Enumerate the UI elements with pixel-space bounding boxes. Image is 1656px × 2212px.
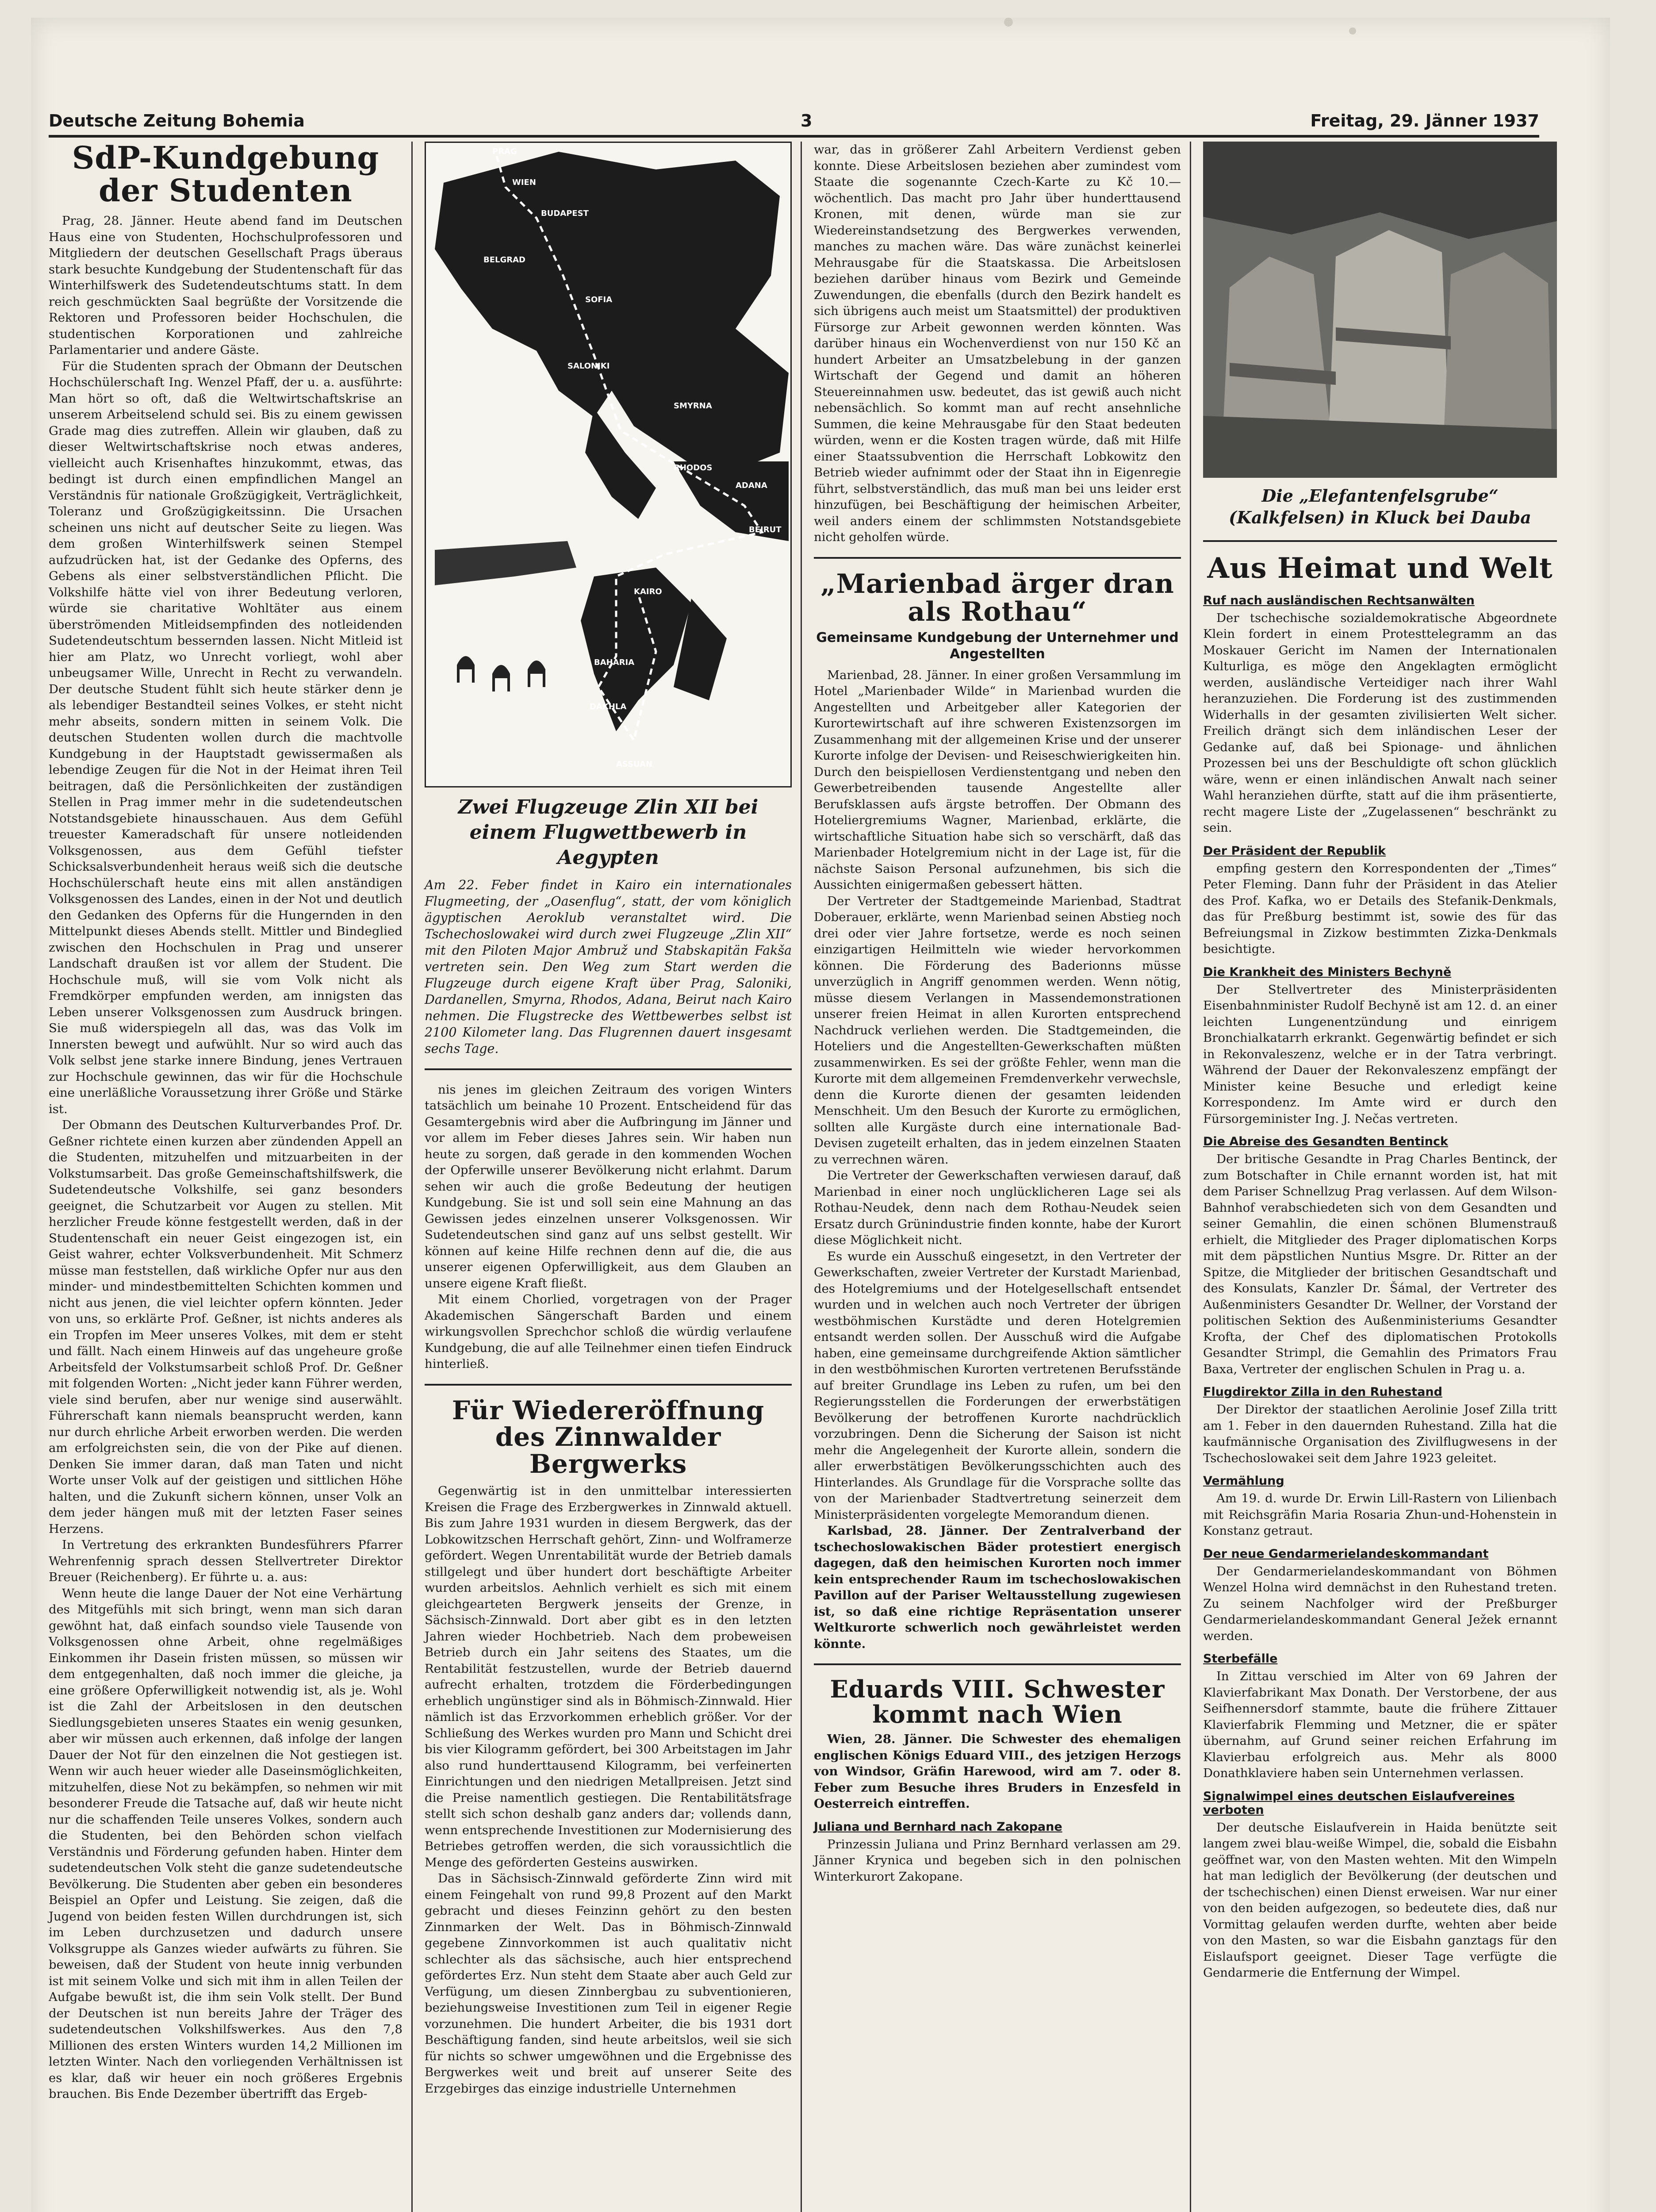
item-title: Die Krankheit des Ministers Bechyně xyxy=(1203,965,1452,979)
photo-elefantenfelsgrube xyxy=(1203,142,1557,478)
map-caption-title: Zwei Flugzeuge Zlin XII bei einem Flugwettbewerb in Aegypten xyxy=(458,796,759,869)
map-label: ADANA xyxy=(736,481,767,490)
map-label: DAKHLA xyxy=(590,702,627,711)
headline-marienbad: „Marienbad ärger dran als Rothau“ xyxy=(820,568,1174,627)
map-illustration xyxy=(426,143,790,786)
article-paragraph: war, das in größerer Zahl Arbeitern Verdienst geben konnte. Diese Arbeitslosen beziehen aber zumindest vom Staate die sogenannte Czech-Karte zu Kč 10.— wöchentlich. Das macht pro Jahr über hunderttausend Kronen, mit denen, würde man sie zur Wiedereinstandsetzung des Bergwerkes verwenden, manches zu machen wäre. Das wäre zunächst keinerlei Mehrausgabe für die Staatskassa. Die Arbeitslosen beziehen darüber hinaus vom Bezirk und Gemeinde Zuwendungen, die ebenfalls (durch den Bezirk handelt es sich übrigens auch meist um Staatsmittel) der produktiven Fürsorge zur Arbeit gewonnen werden könnten. Was darüber hinaus ein Wochenverdienst von nur 150 Kč an hundert Arbeiter an Umsatzbelebung in der ganzen Wirtschaft der Gegend und damit an höheren Steuereinnahmen usw. bedeutet, das ist gewiß auch nicht nebensächlich. So kommt man auf recht ansehnliche Summen, die keine Mehrausgabe für den Staat bedeuten würden, wenn er die Kosten tragen würde, daß mit Hilfe einer Staatssubvention die Herrschaft Lobkowitz den Betrieb wieder aufnimmt oder der Staat ihn in Eigenregie führt, selbstverständlich, das muß man bei uns leider erst hinzufügen, bei Beschäftigung der heimischen Arbeiter, weil anders einem der schlimmsten Notstandsgebiete nicht geholfen würde. xyxy=(814,142,1181,544)
article-paragraph: Prinzessin Juliana und Prinz Bernhard verlassen am 29. Jänner Krynica und begeben sich in den polnischen Winterkurort Zakopane. xyxy=(814,1837,1181,1884)
punch-hole xyxy=(1004,18,1013,27)
item-title: Vermählung xyxy=(1203,1474,1284,1488)
article-paragraph: Marienbad, 28. Jänner. In einer großen Versammlung im Hotel „Marienbader Wilde“ in Marienbad wurden die Angestellten und Arbeitgeber aller Kategorien der Kurortewirtschaft auf ihre schweren Existenzsorgen im Zusammenhang mit der allgemeinen Krise und der unserer Kurorte infolge der Devisen- und Reiseschwierigkeiten hin. Durch den beispiellosen Verdienstentgang und neben den Gewerbetreibenden tausende Angestellte aller Berufsklassen aufs ärgste betroffen. Der Obmann des Hoteliergremiums Wagner, Marienbad, erklärte, die wirtschaftliche Situation habe sich so verschärft, daß das Marienbader Hotelgremium nicht in der Lage ist, für die nächste Saison Personal aufzunehmen, bis sich die Aussichten einigermaßen gebessert hätten. xyxy=(814,668,1181,892)
column-rule xyxy=(1190,142,1191,2212)
item-title: Der Präsident der Republik xyxy=(1203,844,1386,858)
divider xyxy=(425,1384,792,1386)
masthead xyxy=(49,108,1539,138)
divider xyxy=(1203,540,1557,542)
article-paragraph: nis jenes im gleichen Zeitraum des vorigen Winters tatsächlich um beinahe 10 Prozent. Entscheidend für das Gesamtergebnis wird aber die Aufbringung im Jänner und vor allem im Feber dieses Jahres sein. Wir haben nun heute zu sorgen, daß gerade in den kommenden Wochen der Opferwille unserer Bevölkerung nicht erlahmt. Darum sehen wir auch die große Bedeutung der heutigen Kundgebung. Sie ist und soll sein eine Mahnung an das Gewissen jedes einzelnen unserer Volksgenossen. Wir Sudetendeutschen sind ganz auf uns selbst gestellt. Wir können auf keine Hilfe rechnen denn auf die, die aus unserer eigenen Opferwilligkeit, aus dem Glauben an unsere eigene Kraft fließt. xyxy=(425,1082,792,1290)
item-title: Der neue Gendarmerielandeskommandant xyxy=(1203,1547,1489,1561)
item-title: Sterbefälle xyxy=(1203,1652,1278,1666)
item-title: Die Abreise des Gesandten Bentinck xyxy=(1203,1135,1448,1149)
column-3 xyxy=(814,142,1181,1885)
article-paragraph: Die Vertreter der Gewerkschaften verwiesen darauf, daß Marienbad in einer noch unglücklicheren Lage sei als Rothau-Neudek, denn nach dem Rothau-Neudek seien Ersatz durch Grünindustrie finden konnte, habe der Kurort diese Möglichkeit nicht. xyxy=(814,1168,1181,1247)
map-label: BUDAPEST xyxy=(541,209,589,218)
article-paragraph: In Vertretung des erkrankten Bundesführers Pfarrer Wehrenfennig sprach dessen Stellvertreter Direktor Breuer (Reichenberg). Er führte u. a. aus: xyxy=(49,1538,402,1584)
issue-date: Freitag, 29. Jänner 1937 xyxy=(1310,111,1539,131)
article-paragraph: Gegenwärtig ist in den unmittelbar interessierten Kreisen die Frage des Erzbergwerkes in Zinnwald aktuell. Bis zum Jahre 1931 wurden in diesem Bergwerk, das der Lobkowitzschen Herrschaft gehört, Zinn- und Wolframerze gefördert. Wegen Unrentabilität wurde der Betrieb damals stillgelegt und über hundert dort beschäftigte Arbeiter wurden arbeitslos. Aehnlich verhielt es sich mit einem gleichgearteten Bergwerk jenseits der Grenze, in Sächsisch-Zinnwald. Dort aber gibt es in den letzten Jahren wieder Hochbetrieb. Nach dem probeweisen Betrieb durch ein Jahr seitens des Staates, um die Rentabilität festzustellen, wurde der Betrieb dauernd aufrecht erhalten, trotzdem die Förderbedingungen erheblich ungünstiger sind als in Böhmisch-Zinnwald. Hier nämlich ist das Erzvorkommen erheblich größer. Vor der Schließung des Werkes wurden pro Mann und Schicht drei bis vier Kilogramm gefördert, bei 300 Arbeitstagen im Jahr also rund hunderttausend Kilogramm, bei verfeinerten Einrichtungen und den niedrigen Metallpreisen. Jetzt sind die Preise namentlich gestiegen. Die Rentabilitätsfrage stellt sich schon deshalb ganz anders dar; vollends dann, wenn entsprechende Investitionen zur Modernisierung des Betriebes getroffen werden, die sich voraussichtlich die Menge des geförderten Gesteins auswirken. xyxy=(425,1484,792,1870)
item-text: In Zittau verschied im Alter von 69 Jahren der Klavierfabrikant Max Donath. Der Verstorbene, der aus Seifhennersdorf stammte, baute die frühere Zittauer Klavierfabrik Flemming und Metzner, die er später übernahm, auf Grund seiner reichen Erfahrung im Klavierbau erfolgreich aus. Mehr als 8000 Donathklaviere haben sein Unternehmen verlassen. xyxy=(1203,1669,1557,1781)
punch-hole xyxy=(1349,27,1356,35)
column-1 xyxy=(49,139,402,2102)
map-label: ASSUAN xyxy=(616,760,653,769)
photo-caption: Die „Elefantenfelsgrube“ (Kalkfelsen) in Kluck bei Dauba xyxy=(1229,486,1531,528)
item-title: Signalwimpel eines deutschen Eislaufvereines verboten xyxy=(1203,1789,1515,1817)
map-label: SALONIKI xyxy=(567,361,610,371)
subhead-marienbad: Gemeinsame Kundgebung der Unternehmer und Angestellten xyxy=(816,630,1179,662)
headline-zinnwald: Für Wiedereröffnung des Zinnwalder Bergwerks xyxy=(452,1395,765,1479)
article-paragraph: Es wurde ein Ausschuß eingesetzt, in den Vertreter der Gewerkschaften, zweier Vertreter der Kurstadt Marienbad, des Hotelgremiums und der Hotelgesellschaft entsendet wurden und in welchen auch noch Vertreter der übrigen westböhmischen Kurstädte und deren Hotelgremien entsandt werden sollen. Der Ausschuß wird die Aufgabe haben, eine gemeinsame durchgreifende Aktion sämtlicher in den westböhmischen Kurorten vertretenen Berufsstände auf breiter Grundlage ins Leben zu rufen, um bei den Regierungsstellen die Forderungen der erwerbstätigen Bevölkerung der betroffenen Kurorte nachdrücklich vorzubringen. Denn die Sicherung der Saison ist nicht mehr die Angelegenheit der Kurorte allein, sondern die aller erwerbstätigen Bevölkerungsschichten auch des Hinterlandes. Als Grundlage für die Vorsprache sollte das von der Marienbader Stadtvertretung seinerzeit dem Ministerpräsidenten vorgelegte Memorandum dienen. xyxy=(814,1249,1181,1522)
item-text: empfing gestern den Korrespondenten der „Times“ Peter Fleming. Dann fuhr der Präsident in das Atelier des Prof. Kafka, wo er Details des Stefanik-Denkmals, das für Preßburg bestimmt ist, sowie des für das Befreiungsmal in Zizkow bestimmten Zizka-Denkmals besichtigte. xyxy=(1203,861,1557,956)
subhead-juliana: Juliana und Bernhard nach Zakopane xyxy=(814,1820,1062,1834)
map-label: SOFIA xyxy=(585,295,613,304)
rock-photo xyxy=(1203,142,1557,478)
headline-sdp-kundgebung: SdP-Kundgebung der Studenten xyxy=(72,139,380,209)
column-rule xyxy=(411,142,413,2212)
map-label: PRAG xyxy=(492,147,517,156)
flight-route-map xyxy=(425,142,792,787)
item-text: Der deutsche Eislaufverein in Haida benützte seit langem zwei blau-weiße Wimpel, die, sobald die Eisbahn geöffnet war, von den Masten wehten. Mit den Wimpeln hat man lediglich der Bevölkerung (der deutschen und der tschechischen) einen Dienst erweisen. War nur einer von den beiden aufgezogen, so bedeutete dies, daß nur Vormittag gelaufen werden durfte, wehten aber beide von den Masten, so war die Eisbahn ganztags für den Eislaufsport geeignet. Dieser Tage verfügte die Gendarmerie die Entfernung der Wimpel. xyxy=(1203,1820,1557,1980)
divider xyxy=(814,1663,1181,1665)
divider xyxy=(425,1068,792,1070)
item-title: Ruf nach ausländischen Rechtsanwälten xyxy=(1203,593,1475,607)
article-paragraph-karlsbad: Karlsbad, 28. Jänner. Der Zentralverband der tschechoslowakischen Bäder protestiert energisch dagegen, daß den heimischen Kurorten noch immer kein entsprechender Raum im tschechoslowakischen Pavillon auf der Pariser Weltausstellung zugewiesen ist, so daß eine richtige Repräsentation unserer Weltkurorte schwerlich noch gewährleistet werden könnte. xyxy=(814,1524,1181,1651)
item-title: Flugdirektor Zilla in den Ruhestand xyxy=(1203,1385,1442,1399)
map-label: BELGRAD xyxy=(483,255,525,265)
article-paragraph: Der Vertreter der Stadtgemeinde Marienbad, Stadtrat Doberauer, erklärte, wenn Marienbad seinen Abstieg noch drei oder vier Jahre fortsetze, werde es noch seinen einzigartigen Heilmitteln wie wieder hervorkommen können. Die Förderung des Baderionns müsse unverzüglich in Angriff genommen werden. Wenn nötig, müsse diesem Verlangen in Massendemonstrationen unserer freien Heimat in allen Kurorten entsprechend Nachdruck verliehen werden. Die Stadtgemeinden, die Hoteliers und die Angestellten-Gewerkschaften müßten zusammenwirken. Es sei der größte Fehler, wenn man die Kurorte mit dem allgemeinen Fremdenverkehr verwechsle, denn die Kurorte dienen der gesamten leidenden Menschheit. Um den Besuch der Kurorte zu ermöglichen, sollten alle Kurgäste durch eine internationale Bad-Devisen zugeteilt erhalten, das in jedem einzelnen Staaten zu verrechnen wären. xyxy=(814,894,1181,1167)
map-label: SMYRNA xyxy=(674,401,712,411)
article-paragraph: Der Obmann des Deutschen Kulturverbandes Prof. Dr. Geßner richtete einen kurzen aber zündenden Appell an die Studenten, mitzuhelfen und mitzuarbeiten in der Volkstumsarbeit. Das große Gemeinschaftshilfswerk, die Sudetendeutsche Volkshilfe, sei ganz besonders geeignet, die Schutzarbeit vor Augen zu stellen. Mit herzlicher Freude könne festgestellt werden, daß in der Studentenschaft ein neuer Geist eingezogen ist, ein Geist wahrer, echter Volksverbundenheit. Mit Schmerz müsse man feststellen, daß wirkliche Opfer nur aus den minder- und mindestbemittelten Schichten kommen und nicht aus jenen, die viel leichter opfern könnten. Jeder von uns, so erklärte Prof. Geßner, ist nichts anderes als ein Tropfen im Meer unseres Volkes, mit dem er steht und fällt. Nach einem Hinweis auf das ungeheure große Arbeitsfeld der Volkstumsarbeit schloß Prof. Dr. Geßner mit folgenden Worten: „Nicht jeder kann Führer werden, viele sind berufen, aber nur wenige sind auserwählt. Führerschaft kann niemals beansprucht werden, kann nur durch ehrliche Arbeit erworben werden. Die werden am erfolgreichsten sein, die von der Pike auf dienen. Denken Sie immer daran, daß man Taten und nicht Worte unser Volk auf der geistigen und sittlichen Höhe halten, und die Zukunft sichern können, unser Volk an dem jeder hängen muß mit der letzten Faser seines Herzens. xyxy=(49,1118,402,1536)
column-4 xyxy=(1203,142,1557,1981)
column-rule xyxy=(801,142,802,2212)
item-text: Am 19. d. wurde Dr. Erwin Lill-Rastern von Lilienbach mit Reichsgräfin Maria Rosaria Zhun-und-Hohenstein in Konstanz getraut. xyxy=(1203,1491,1557,1538)
headline-heimat-welt: Aus Heimat und Welt xyxy=(1207,551,1553,585)
article-paragraph: Mit einem Chorlied, vorgetragen von der Prager Akademischen Sängerschaft Barden und einem wirkungsvollen Sprechchor schloß die würdig verlaufene Kundgebung, die auf alle Teilnehmer einen tiefen Eindruck hinterließ. xyxy=(425,1292,792,1371)
map-label: KAIRO xyxy=(634,587,662,596)
map-label: BAHARIA xyxy=(594,658,635,667)
map-label: RHODOS xyxy=(674,463,713,472)
article-paragraph: Für die Studenten sprach der Obmann der Deutschen Hochschülerschaft Ing. Wenzel Pfaff, der u. a. ausführte: Man hört so oft, daß die Weltwirtschaftskrise an unserem Arbeitselend schuld sei. Bis zu einem gewissen Grade mag dies zutreffen. Allein wir glauben, daß zu dieser Weltwirtschaftskrise noch etwas anderes, vielleicht auch Krisenhaftes hinzukommt, etwas, das bedingt ist durch einen empfindlichen Mangel an Verständnis für nationale Großzügigkeit, Verträglichkeit, Toleranz und Großzügigkeitssinn. Die Ursachen scheinen uns nicht auf deutscher Seite zu liegen. Was dem großen Winterhilfswerk seinen Stempel aufzudrücken hat, ist der Gedanke des Opferns, des Gebens als einer selbstverständlichen Pflicht. Die Volkshilfe hätte viel von ihrer Bedeutung verloren, würde sie charitative Wohltäter aus einem überströmenden Mitleidsempfinden des notleidenden Sudetendeutschtum bessernden lassen. Nicht Mitleid ist hier am Platz, wo Unrecht vorliegt, wohl aber unbeugsamer Wille, Unrecht in Recht zu verwandeln. Der deutsche Student fühlt sich heute stärker denn je als lebendiger Bestandteil seines Volkes, er steht nicht mehr abseits, sondern mitten in seinem Volk. Die deutschen Studenten wollen durch die machtvolle Kundgebung in der Hauptstadt gewissermaßen als lebendige Zeugen für die Not in der Heimat ihren Teil beitragen, daß die Persönlichkeiten der zuständigen Stellen in Prag immer mehr in die sudetendeutschen Notstandsgebiete hinausschauen. Aus dem Gefühl treuester Kameradschaft für unsere notleidenden Volksgenossen, aus dem Gefühl tiefster Schicksalsverbundenheit heraus weiß sich die deutsche Hochschülerschaft heute eins mit allen anständigen Volksgenossen des Landes, einen in der Not und deutlich den Gedanken des Opferns für die Hungernden in den Mittelpunkt dieses Abends stellt. Mittler und Bindeglied zwischen den Hochschulen in Prag und unserer Landschaft draußen ist vor allem der Student. Die Hochschule muß, will sie vom Volk nicht als Fremdkörper empfunden werden, am innigsten das Leben unserer Volksgenossen zum Ausdruck bringen. Sie muß widerspiegeln all das, was das Volk im Innersten bewegt und aufwühlt. Nur so wird auch das Volk selbst jene starke innere Bindung, jenes Vertrauen zur Hochschule gewinnen, das wir für die Hochschule eine unerläßliche Voraussetzung ihrer Größe und Stärke ist. xyxy=(49,359,402,1116)
map-caption-body: Am 22. Feber findet in Kairo ein internationales Flugmeeting, der „Oasenflug“, statt, der vom königlich ägyptischen Aeroklub veranstaltet wird. Die Tschechoslowakei wird durch zwei Flugzeuge „Zlin XII“ mit den Piloten Major Ambruž und Stabskapitän Fakša vertreten sein. Den Weg zum Start werden die Flugzeuge durch eigene Kraft über Prag, Saloniki, Dardanellen, Smyrna, Rhodos, Adana, Beirut nach Kairo nehmen. Die Flugstrecke des Wettbewerbes selbst ist 2100 Kilometer lang. Das Flugrennen dauert insgesamt sechs Tage. xyxy=(425,877,792,1056)
item-text: Der britische Gesandte in Prag Charles Bentinck, der zum Botschafter in Chile ernannt worden ist, hat mit dem Pariser Schnellzug Prag verlassen. Auf dem Wilson-Bahnhof verabschiedeten sich von dem Gesandten und seiner Gemahlin, die einen schönen Blumenstrauß erhielt, die Mitglieder des Prager diplomatischen Korps mit dem päpstlichen Nuntius Msgre. Dr. Ritter an der Spitze, die Mitglieder der britischen Gesandtschaft und des Konsulats, Kanzler Dr. Šámal, der Vertreter des Außenministers Gesandter Dr. Wellner, der Vorstand der politischen Sektion des Außenministeriums Gesandter Krofta, der Chef des diplomatischen Protokolls Gesandter Strimpl, die Gemahlin des Primators Frau Baxa, Vertreter der englischen Schulen in Prag u. a. xyxy=(1203,1152,1557,1376)
item-text: Der Direktor der staatlichen Aerolinie Josef Zilla tritt am 1. Feber in den dauernden Ruhestand. Zilla hat die kaufmännische Organisation des Zivilflugwesens in der Tschechoslowakei seit dem Jahre 1923 geleitet. xyxy=(1203,1402,1557,1465)
item-text: Der Stellvertreter des Ministerpräsidenten Eisenbahnminister Rudolf Bechyně ist am 12. d. an einer leichten Lungenentzündung und einrigem Bronchialkatarrh erkrankt. Gegenwärtig befindet er sich in Rekonvaleszenz, welche er in der Tatra verbringt. Während der Dauer der Rekonvaleszenz empfängt der Minister keine Besuche und erledigt keine Korrespondenz. Im Amte wird er durch den Fürsorgeminister Ing. J. Nečas vertreten. xyxy=(1203,982,1557,1126)
page-number: 3 xyxy=(801,111,813,131)
paper-name: Deutsche Zeitung Bohemia xyxy=(49,111,305,131)
item-text: Der tschechische sozialdemokratische Abgeordnete Klein fordert in einem Protesttelegramm an das Moskauer Gericht im Namen der Internationalen Kulturliga, es möge den Angeklagten ermöglicht werden, ausländische Verteidiger nach ihrer Wahl heranzuziehen. Die Forderung ist des zustimmenden Widerhalls in der gesamten zivilisierten Welt sicher. Freilich drängt sich dem inländischen Leser der Gedanke auf, daß bei Spionage- und ähnlichen Prozessen bei uns der Beschuldigte oft schon glücklich wäre, wenn er einen inländischen Anwalt nach seiner Wahl heranziehen dürfte, statt auf die ihm präsentierte, recht magere Liste der „Zugelassenen“ beschränkt zu sein. xyxy=(1203,611,1557,835)
article-paragraph: Prag, 28. Jänner. Heute abend fand im Deutschen Haus eine von Studenten, Hochschulprofessoren und Mitgliedern der deutschen Gesellschaft Prags überaus stark besuchte Kundgebung der Studentenschaft für das Winterhilfswerk des Sudetendeutschtums statt. In dem reich geschmückten Saal begrüßte der Vorsitzende die Rektoren und Professoren beider Hochschulen, die studentischen Korporationen und zahlreiche Parlamentarier und andere Gäste. xyxy=(49,214,402,357)
article-paragraph: Wenn heute die lange Dauer der Not eine Verhärtung des Mitgefühls mit sich bringt, wenn man sich daran gewöhnt hat, daß einfach soundso viele Tausende von Volksgenossen ohne Arbeit, ohne regelmäßiges Einkommen ihr Dasein fristen müssen, so müssen wir dem entgegenhalten, daß noch immer die gleiche, ja eine größere Opferwilligkeit notwendig ist, als je. Wohl ist die Zahl der Arbeitslosen in den deutschen Siedlungsgebieten unseres Staates ein wenig gesunken, aber wir müssen auch erkennen, daß infolge der langen Dauer der Not für den einzelnen die Not gestiegen ist. Wenn wir auch heuer wieder alle Daseinsmöglichkeiten, mitzuhelfen, diese Not zu bekämpfen, so nehmen wir mit besonderer Freude die Tatsache auf, daß wir heute nicht nur die schaffenden Teile unseres Volkes, sondern auch die Studenten, bei den Behörden schon vielfach Verständnis und Förderung gefunden haben. Hinter dem sudetendeutschen Volk steht die ganze sudetendeutsche Bevölkerung. Die Studenten aber geben ein besonderes Beispiel an Opfer und Leistung. Sie zeigen, daß die Jugend von beiden festen Willen durchdrungen ist, sich im Leben durchzusetzen und dadurch unsere Volksgruppe als Ganzes wieder aufwärts zu führen. Sie beweisen, daß der Student von heute innig verbunden ist mit seinem Volke und sich mit ihm in allen Teilen der Aufgabe bewußt ist, die ihm sein Volk stellt. Der Bund der Deutschen ist nun bereits Jahre der Träger des sudetendeutschen Volkshilfswerkes. Aus den 7,8 Millionen des ersten Winters wurden 14,2 Millionen im letzten Winter. Nach den vorliegenden Verhältnissen ist es klar, daß wir heuer ein noch größeres Ergebnis brauchen. Bis Ende Dezember übertrifft das Ergeb- xyxy=(49,1586,402,2101)
column-2 xyxy=(425,142,792,2097)
map-label: WIEN xyxy=(512,178,536,187)
article-paragraph: Wien, 28. Jänner. Die Schwester des ehemaligen englischen Königs Eduard VIII., des jetzigen Herzogs von Windsor, Gräfin Harewood, wird am 7. oder 8. Feber zum Besuche ihres Bruders in Enzesfeld in Oesterreich eintreffen. xyxy=(814,1732,1181,1811)
divider xyxy=(814,557,1181,559)
article-paragraph: Das in Sächsisch-Zinnwald geförderte Zinn wird mit einem Feingehalt von rund 99,8 Prozent auf den Markt gebracht und dieses Feinzinn gehört zu den besten Zinnmarken der Welt. Das in Böhmisch-Zinnwald gegebene Zinnvorkommen ist auch qualitativ nicht schlechter als das sächsische, auch hier entsprechend gefördertes Erz. Nun steht dem Staate aber auch Geld zur Verfügung, um diesen Zinnbergbau zu subventionieren, beziehungsweise Investitionen zum Teil in eigener Regie vorzunehmen. Die hundert Arbeiter, die bis 1931 dort Beschäftigung fanden, sind heute arbeitslos, weil sie sich für nichts so schwer umgewöhnen und die Ergebnisse des Bergwerkes weit und breit auf unserer Seite des Erzgebirges das einzige industrielle Unternehmen xyxy=(425,1871,792,2096)
item-text: Der Gendarmerielandeskommandant von Böhmen Wenzel Holna wird demnächst in den Ruhestand treten. Zu seinem Nachfolger wird der Preßburger Gendarmerielandeskommandant General Ježek ernannt werden. xyxy=(1203,1564,1557,1643)
headline-eduard: Eduards VIII. Schwester kommt nach Wien xyxy=(830,1675,1165,1728)
map-label: BEIRUT xyxy=(749,525,782,534)
